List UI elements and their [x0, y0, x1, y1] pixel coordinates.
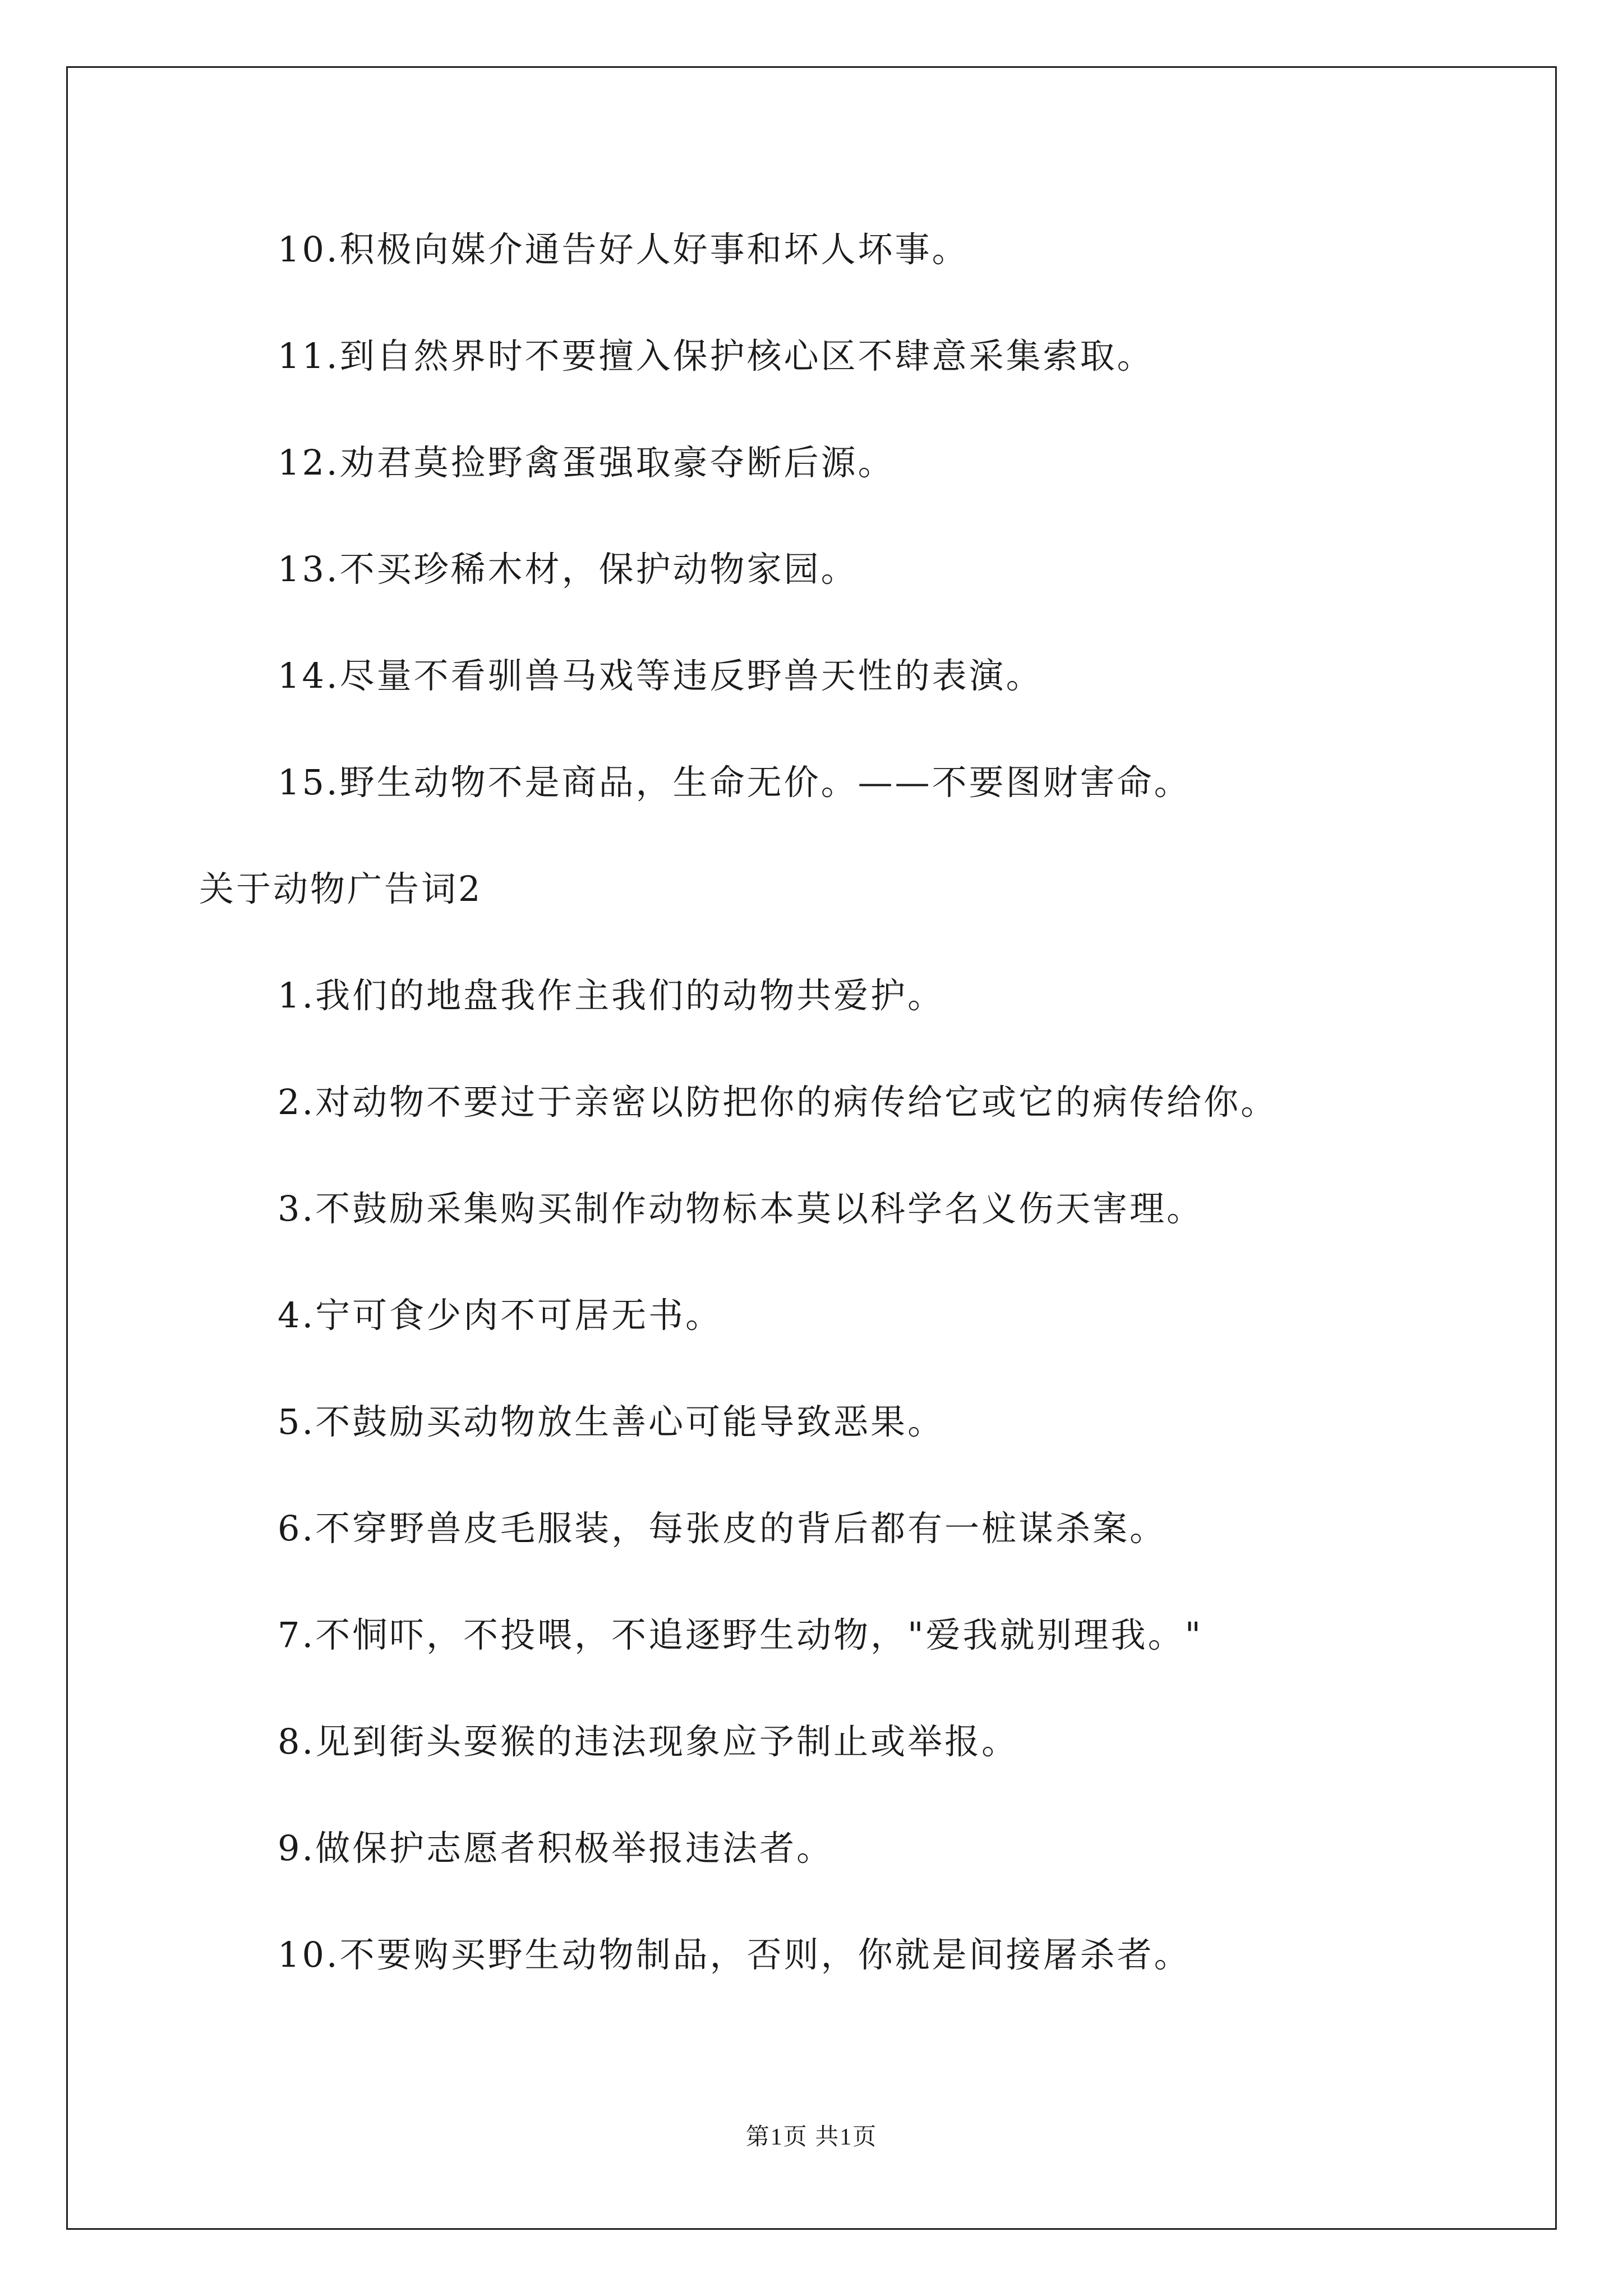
list-item: 9.做保护志愿者积极举报违法者。 — [278, 1828, 834, 1869]
list-item: 5.不鼓励买动物放生善心可能导致恶果。 — [278, 1401, 945, 1442]
list-item: 4.宁可食少肉不可居无书。 — [278, 1295, 723, 1336]
list-item: 10.积极向媒介通告好人好事和坏人坏事。 — [278, 229, 969, 270]
list-item: 8.见到街头耍猴的违法现象应予制止或举报。 — [278, 1721, 1019, 1762]
list-item: 10.不要购买野生动物制品，否则，你就是间接屠杀者。 — [278, 1934, 1191, 1975]
page-border — [66, 66, 1557, 2230]
section-heading: 关于动物广告词2 — [199, 868, 483, 909]
list-item: 14.尽量不看驯兽马戏等违反野兽天性的表演。 — [278, 655, 1043, 696]
list-item: 6.不穿野兽皮毛服装，每张皮的背后都有一桩谋杀案。 — [278, 1508, 1167, 1549]
list-item: 15.野生动物不是商品，生命无价。——不要图财害命。 — [278, 762, 1191, 803]
page-footer: 第1页 共1页 — [745, 2124, 878, 2150]
list-item: 2.对动物不要过于亲密以防把你的病传给它或它的病传给你。 — [278, 1082, 1278, 1122]
list-item: 12.劝君莫捡野禽蛋强取豪夺断后源。 — [278, 442, 895, 483]
list-item: 1.我们的地盘我作主我们的动物共爱护。 — [278, 975, 945, 1016]
list-item: 13.不买珍稀木材，保护动物家园。 — [278, 549, 858, 590]
list-item: 7.不恫吓，不投喂，不追逐野生动物，"爱我就别理我。" — [278, 1614, 1204, 1655]
list-item: 3.不鼓励采集购买制作动物标本莫以科学名义伤天害理。 — [278, 1188, 1204, 1229]
list-item: 11.到自然界时不要擅入保护核心区不肆意采集索取。 — [278, 335, 1154, 376]
